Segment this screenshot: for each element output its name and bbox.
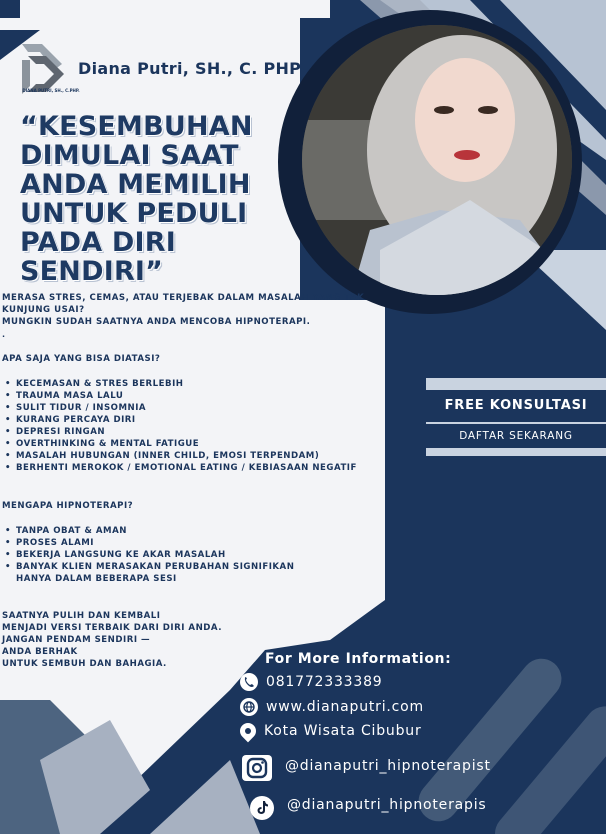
- instagram-icon[interactable]: [242, 755, 272, 781]
- website-link[interactable]: www.dianaputri.com: [266, 699, 424, 715]
- register-now-button[interactable]: DAFTAR SEKARANG: [459, 430, 573, 442]
- location-row[interactable]: [240, 723, 422, 739]
- reasons-list: [2, 525, 322, 585]
- location-text[interactable]: Kota Wisata Cibubur: [264, 723, 422, 739]
- list-item: • PROSES ALAMI: [16, 537, 322, 549]
- cta-accent: [426, 378, 434, 388]
- intro-text: [2, 292, 384, 328]
- intro-line: MUNGKIN SUDAH SAATNYA ANDA MENCOBA HIPNOTERAPI.: [2, 317, 311, 327]
- headline-quote: [20, 112, 310, 286]
- cta-divider: [426, 422, 606, 424]
- website-row[interactable]: [240, 698, 424, 716]
- practitioner-name: Diana Putri, SH., C. PHP: [78, 59, 302, 78]
- list-item: • KURANG PERCAYA DIRI: [16, 414, 382, 426]
- closing-line: MENJADI VERSI TERBAIK DARI DIRI ANDA.: [2, 623, 222, 633]
- quote-line: DIMULAI SAAT: [20, 140, 239, 171]
- free-consultation-label[interactable]: FREE KONSULTASI: [444, 398, 588, 413]
- tiktok-handle[interactable]: @dianaputri_hipnoterapis: [287, 797, 487, 813]
- list-item: • BANYAK KLIEN MERASAKAN PERUBAHAN SIGNIFIKAN HANYA DALAM BEBERAPA SESI: [16, 561, 322, 585]
- closing-text: [2, 610, 262, 670]
- closing-line: JANGAN PENDAM SENDIRI —: [2, 635, 151, 645]
- quote-line: PADA DIRI: [20, 227, 177, 258]
- intro-dot: .: [2, 330, 6, 339]
- list-item: • TANPA OBAT & AMAN: [16, 525, 322, 537]
- list-item: • KECEMASAN & STRES BERLEBIH: [16, 378, 382, 390]
- closing-line: ANDA BERHAK: [2, 647, 78, 657]
- list-item: • MASALAH HUBUNGAN (INNER CHILD, EMOSI TERPENDAM): [16, 450, 382, 462]
- quote-line: SENDIRI”: [20, 256, 164, 287]
- list-item: • TRAUMA MASA LALU: [16, 390, 382, 402]
- location-pin-icon: [237, 720, 260, 743]
- globe-icon: [240, 698, 258, 716]
- intro-line: MERASA STRES, CEMAS, ATAU TERJEBAK DALAM MASALAH YANG TAK KUNJUNG USAI?: [2, 293, 365, 315]
- list-item: • BEKERJA LANGSUNG KE AKAR MASALAH: [16, 549, 322, 561]
- closing-line: SAATNYA PULIH DAN KEMBALI: [2, 611, 161, 621]
- logo-caption: DIANA PUTRI, SH., C.PHP.: [22, 88, 80, 93]
- list-item: • SULIT TIDUR / INSOMNIA: [16, 402, 382, 414]
- section-heading: APA SAJA YANG BISA DIATASI?: [2, 354, 161, 364]
- quote-line: “KESEMBUHAN: [20, 111, 253, 142]
- phone-row[interactable]: [240, 673, 383, 691]
- closing-line: UNTUK SEMBUH DAN BAHAGIA.: [2, 659, 167, 669]
- list-item: • OVERTHINKING & MENTAL FATIGUE: [16, 438, 382, 450]
- quote-line: ANDA MEMILIH: [20, 169, 251, 200]
- phone-number[interactable]: 081772333389: [266, 674, 383, 690]
- info-title: For More Information:: [265, 651, 452, 667]
- list-item: • BERHENTI MEROKOK / EMOTIONAL EATING / KEBIASAAN NEGATIF: [16, 462, 382, 474]
- instagram-handle[interactable]: @dianaputri_hipnoterapist: [285, 758, 491, 774]
- tiktok-icon[interactable]: [250, 796, 274, 820]
- phone-icon: [240, 673, 258, 691]
- list-item: • DEPRESI RINGAN: [16, 426, 382, 438]
- cta-top-bar: [426, 378, 606, 390]
- section-heading: MENGAPA HIPNOTERAPI?: [2, 501, 134, 511]
- treatable-list: [2, 378, 382, 474]
- quote-line: UNTUK PEDULI: [20, 198, 248, 229]
- cta-bottom-bar: [426, 448, 606, 456]
